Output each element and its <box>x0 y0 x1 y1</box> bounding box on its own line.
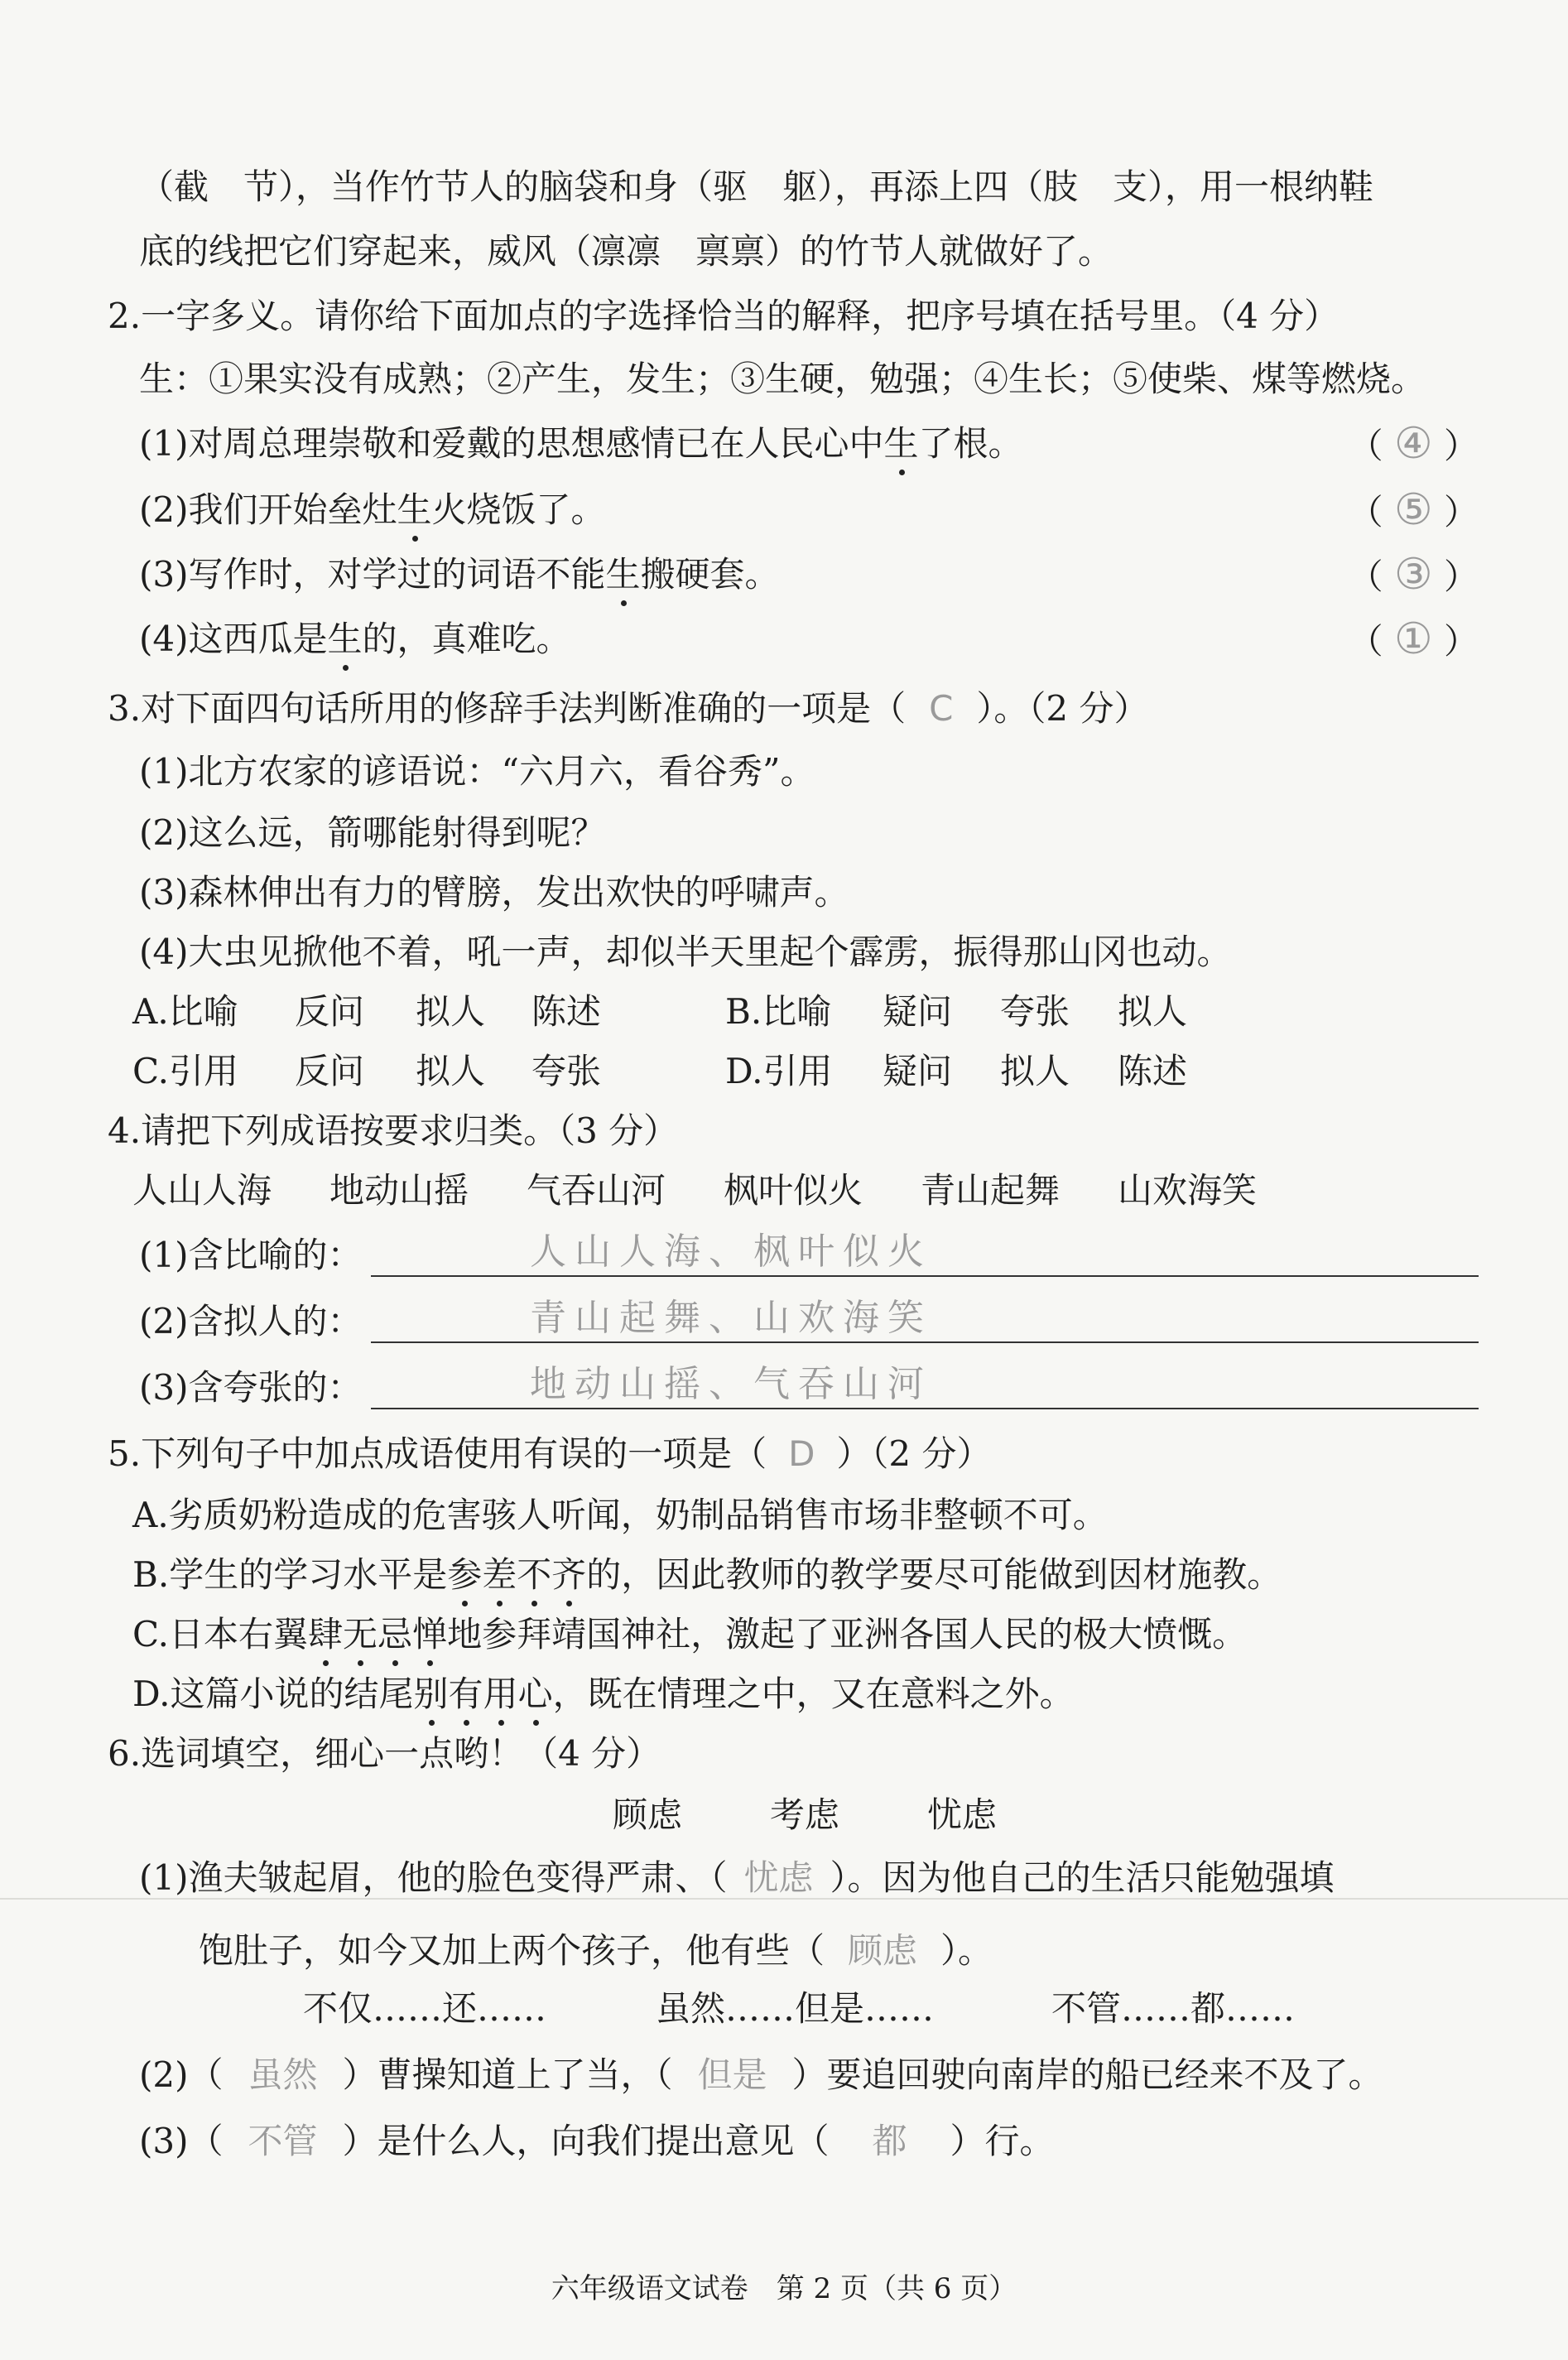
q5-option-c-post: 地参拜靖国神社，激起了亚洲各国人民的极大愤慨。 <box>447 1614 1248 1654</box>
q5-option-a <box>132 1494 1108 1537</box>
q4-item-3-underline <box>371 1408 1479 1409</box>
q3-option-d-1: D.引用 <box>725 1051 833 1091</box>
q2-item-4-post: 的，真难吃。 <box>362 619 571 659</box>
emphasis-dotted-char: 齐 <box>551 1554 587 1595</box>
q3-answer: C <box>929 688 954 729</box>
q5-option-b-post: 的，因此教师的教学要尽可能做到因材施教。 <box>586 1554 1282 1595</box>
q6-s1-part-a: (1)渔夫皱起眉，他的脸色变得严肃、（ <box>139 1857 728 1898</box>
q2-item-3-pre: (3)写作时，对学过的词语不能 <box>139 554 606 595</box>
q6-sentence-2 <box>139 2054 1383 2097</box>
q6-word-bank-1 <box>613 1794 997 1837</box>
q3-option-d-2: 疑问 <box>883 1051 953 1091</box>
q5-title-pre: 5.下列句子中加点成语使用有误的一项是（ <box>108 1433 767 1474</box>
page-fold-line <box>0 1898 1568 1900</box>
q2-meanings: 生：①果实没有成熟；②产生，发生；③生硬，勉强；④生长；⑤使柴、煤等燃烧。 <box>139 359 1426 399</box>
q4-idiom-5: 青山起舞 <box>921 1170 1061 1211</box>
emphasis-dotted-char: 有 <box>448 1674 483 1714</box>
q3-option-d-3: 拟人 <box>1000 1051 1070 1091</box>
q5-option-a-idiom: 骇人听闻 <box>481 1495 621 1535</box>
q6-word-1: 顾虑 <box>613 1794 683 1835</box>
q6-s1-part-d: ）。 <box>940 1930 993 1971</box>
q3-option-c-2: 反问 <box>295 1051 365 1091</box>
q2-item-4-answer-box: （ ① ） <box>1348 614 1479 664</box>
q4-item-1-answer: 人山人海、枫叶似火 <box>530 1231 932 1273</box>
q6-s2-part-c: ）要追回驶向南岸的船已经来不及了。 <box>791 2054 1383 2095</box>
q3-title <box>108 687 1148 730</box>
q5-option-d-idiom <box>414 1673 553 1716</box>
q3-sentence-1: (1)北方农家的谚语说：“六月六，看谷秀”。 <box>139 751 815 792</box>
q4-idioms <box>132 1169 1257 1212</box>
q5-option-c-pre: C.日本右翼 <box>132 1614 308 1654</box>
emphasis-dotted-char: 参 <box>447 1554 483 1595</box>
q3-option-a-3: 拟人 <box>416 991 486 1032</box>
q4-item-2-answer: 青山起舞、山欢海笑 <box>530 1297 932 1339</box>
q2-item-2-answer: ⑤ <box>1394 485 1433 535</box>
q6-s3-answer-1: 不管 <box>248 2121 318 2161</box>
emphasis-dotted-char: 肆 <box>308 1614 344 1654</box>
q2-item-3-answer: ③ <box>1394 550 1433 600</box>
q4-item-3-answer: 地动山摇、气吞山河 <box>530 1363 932 1405</box>
q2-title: 2.一字多义。请你给下面加点的字选择恰当的解释，把序号填在括号里。（4 分） <box>108 296 1340 336</box>
q6-word-2: 考虑 <box>770 1794 840 1835</box>
q2-item-3-dotted-char: 生 <box>605 554 641 595</box>
q4-item-1-label: (1)含比喻的： <box>139 1235 363 1275</box>
q5-option-c <box>132 1613 1247 1656</box>
emphasis-dotted-char: 用 <box>483 1674 518 1714</box>
q3-sentence-3: (3)森林伸出有力的臂膀，发出欢快的呼啸声。 <box>139 872 849 913</box>
q6-s3-part-c: ）行。 <box>950 2121 1055 2161</box>
q2-item-1-answer-box: （ ④ ） <box>1348 419 1479 469</box>
q2-item-3-answer-box: （ ③ ） <box>1348 550 1479 600</box>
q6-s1-part-b: ）。因为他自己的生活只能勉强填 <box>830 1857 1335 1898</box>
page-footer: 六年级语文试卷 第 2 页（共 6 页） <box>551 2272 1017 2305</box>
q1-line-1: （截 节），当作竹节人的脑袋和身（驱 躯），再添上四（肢 支），用一根纳鞋 <box>139 166 1374 207</box>
q1-line-2: 底的线把它们穿起来，威风（凛凛 禀禀）的竹节人就做好了。 <box>139 231 1113 272</box>
q3-option-c-1: C.引用 <box>132 1051 238 1091</box>
q5-title <box>108 1433 992 1476</box>
q6-s1-part-c: 饱肚子，如今又加上两个孩子，他有些（ <box>199 1930 825 1971</box>
q6-sentence-1a <box>139 1857 1335 1900</box>
q3-title-post: ）。（2 分） <box>976 688 1149 729</box>
q3-option-b-2: 疑问 <box>883 991 953 1032</box>
q4-item-2-label: (2)含拟人的： <box>139 1301 363 1341</box>
q3-option-b-3: 夸张 <box>1000 991 1070 1032</box>
q6-title: 6.选词填空，细心一点哟！（4 分） <box>108 1733 661 1774</box>
q5-option-c-idiom <box>308 1613 447 1656</box>
q6-s3-part-b: ）是什么人，向我们提出意见（ <box>342 2121 830 2161</box>
q5-title-post: ）（2 分） <box>836 1433 992 1474</box>
q2-item-2-pre: (2)我们开始垒灶 <box>139 489 397 530</box>
q6-s1-answer-1: 忧虑 <box>743 1857 814 1898</box>
q6-s2-answer-2: 但是 <box>697 2054 767 2095</box>
q2-item-4-answer: ① <box>1394 614 1433 664</box>
emphasis-dotted-char: 忌 <box>378 1614 413 1654</box>
q4-idiom-6: 山欢海笑 <box>1118 1170 1258 1211</box>
q6-conj-3: 不管……都…… <box>1051 1988 1296 2029</box>
q5-option-d <box>132 1673 1075 1716</box>
q5-option-d-pre: D.这篇小说的结尾 <box>132 1674 414 1714</box>
q6-s1-answer-2: 顾虑 <box>848 1930 918 1971</box>
q6-s2-part-b: ）曹操知道上了当，（ <box>342 2054 673 2095</box>
q6-conj-1: 不仅……还…… <box>303 1988 547 2029</box>
q4-item-1-underline <box>371 1275 1479 1277</box>
q2-item-2-dotted-char: 生 <box>397 489 432 530</box>
q5-option-b <box>132 1553 1282 1597</box>
q4-item-2-underline <box>371 1341 1479 1343</box>
q2-item-4 <box>139 618 571 661</box>
q2-item-4-pre: (4)这西瓜是 <box>139 619 328 659</box>
q5-option-b-pre: B.学生的学习水平是 <box>132 1554 448 1595</box>
q2-item-1-dotted-char: 生 <box>883 423 919 464</box>
q2-item-1-pre: (1)对周总理崇敬和爱戴的思想感情已在人民心中 <box>139 423 884 464</box>
emphasis-dotted-char: 别 <box>413 1674 449 1714</box>
q3-option-a-2: 反问 <box>295 991 365 1032</box>
q6-s3-part-a: (3)（ <box>139 2121 224 2161</box>
q3-option-c-4: 夸张 <box>531 1051 602 1091</box>
q2-item-2 <box>139 489 606 532</box>
q6-sentence-3 <box>139 2120 1055 2163</box>
emphasis-dotted-char: 惮 <box>412 1614 448 1654</box>
q3-option-a-4: 陈述 <box>531 991 602 1032</box>
q3-option-a <box>132 990 601 1033</box>
q6-s2-part-a: (2)（ <box>139 2054 224 2095</box>
q3-option-d <box>725 1050 1187 1093</box>
q4-idiom-4: 枫叶似火 <box>724 1170 863 1211</box>
q6-word-3: 忧虑 <box>927 1794 998 1835</box>
emphasis-dotted-char: 不 <box>517 1554 552 1595</box>
q3-sentence-2: (2)这么远，箭哪能射得到呢？ <box>139 812 606 853</box>
q2-item-3 <box>139 553 780 596</box>
emphasis-dotted-char: 无 <box>343 1614 378 1654</box>
q6-s3-answer-2: 都 <box>872 2121 907 2161</box>
q3-option-c <box>132 1050 601 1093</box>
q4-title: 4.请把下列成语按要求归类。（3 分） <box>108 1110 679 1151</box>
q6-s2-answer-1: 虽然 <box>248 2054 318 2095</box>
q3-option-b-4: 拟人 <box>1118 991 1188 1032</box>
q2-item-2-answer-box: （ ⑤ ） <box>1348 485 1479 535</box>
q2-item-1-answer: ④ <box>1394 419 1433 469</box>
q3-option-d-4: 陈述 <box>1118 1051 1188 1091</box>
q2-item-3-post: 搬硬套。 <box>640 554 780 595</box>
q2-item-1 <box>139 422 1023 465</box>
q5-option-d-post: ，既在情理之中，又在意料之外。 <box>552 1674 1075 1714</box>
q3-sentence-4: (4)大虫见掀他不着，吼一声，却似半天里起个霹雳，振得那山冈也动。 <box>139 932 1232 972</box>
q3-title-pre: 3.对下面四句话所用的修辞手法判断准确的一项是（ <box>108 688 907 729</box>
q3-option-a-1: A.比喻 <box>132 991 238 1032</box>
q5-answer: D <box>788 1433 815 1474</box>
q3-option-b <box>725 990 1187 1033</box>
q2-item-2-post: 火烧饭了。 <box>431 489 606 530</box>
q4-idiom-2: 地动山摇 <box>329 1170 469 1211</box>
q4-item-3-label: (3)含夸张的： <box>139 1367 363 1408</box>
q6-conj-2: 虽然……但是…… <box>656 1988 935 2029</box>
emphasis-dotted-char: 心 <box>517 1674 553 1714</box>
q5-option-a-post: ，奶制品销售市场非整顿不可。 <box>620 1495 1108 1535</box>
q6-word-bank-2 <box>303 1987 1295 2030</box>
q3-option-b-1: B.比喻 <box>725 991 832 1032</box>
q4-idiom-3: 气吞山河 <box>527 1170 666 1211</box>
q5-option-b-idiom <box>447 1553 586 1597</box>
q3-option-c-3: 拟人 <box>416 1051 486 1091</box>
q2-item-1-post: 了根。 <box>918 423 1023 464</box>
q5-option-a-pre: A.劣质奶粉造成的危害 <box>132 1495 482 1535</box>
emphasis-dotted-char: 差 <box>482 1554 517 1595</box>
q6-sentence-1b <box>199 1929 993 1972</box>
q2-item-4-dotted-char: 生 <box>327 619 363 659</box>
q4-idiom-1: 人山人海 <box>132 1170 272 1211</box>
